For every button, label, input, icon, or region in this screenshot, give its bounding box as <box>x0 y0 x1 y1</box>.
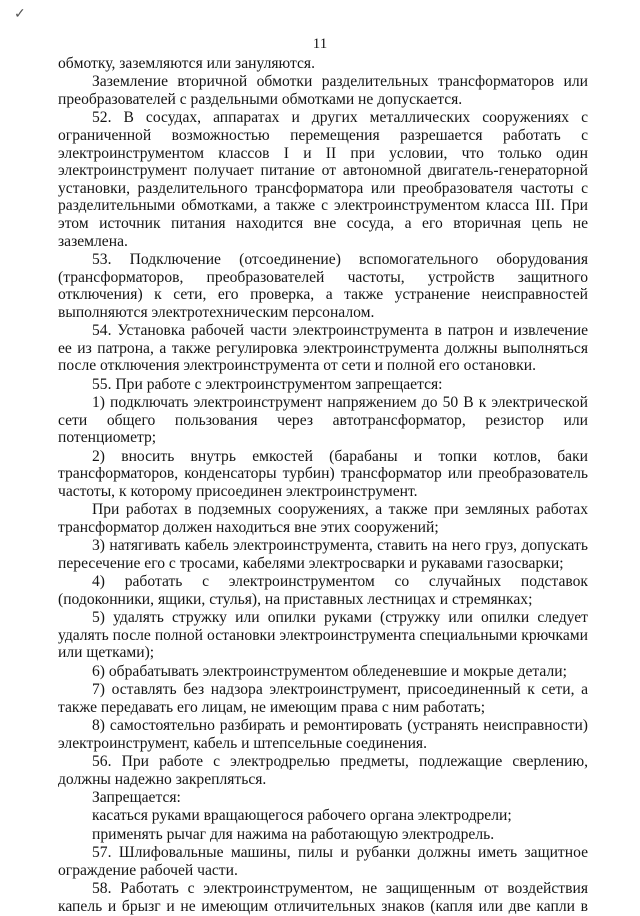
paragraph: При работах в подземных сооружениях, а также при земляных работах трансформатор должен находиться вне этих сооружений; <box>58 501 588 536</box>
page-number: 11 <box>312 36 328 52</box>
list-item: 5) удалять стружку или опилки руками (стружку или опилки следует удалять после полной остановки электроинструмента специальными крючками или щетками); <box>58 609 588 662</box>
list-item: 6) обрабатывать электроинструментом обледеневшие и мокрые детали; <box>92 662 567 680</box>
list-item: применять рычаг для нажима на работающую электродрель. <box>92 825 495 843</box>
paragraph: 53. Подключение (отсоединение) вспомогательного оборудования (трансформаторов, преобразователей частоты, устройств защитного отключения) к сети, его проверка, а также устранение неисправностей выполняются электротехническим персоналом. <box>58 250 588 321</box>
margin-check-mark: ✓ <box>14 7 26 22</box>
document-body <box>58 55 588 916</box>
paragraph: обмотку, заземляются или зануляются. <box>58 55 315 72</box>
list-item: 2) вносить внутрь емкостей (барабаны и топки котлов, баки трансформаторов, конденсаторы турбин) трансформатор или преобразователь частоты, к которому присоединен электроинструмент. <box>58 447 588 500</box>
list-item: 8) самостоятельно разбирать и ремонтировать (устранять неисправности) электроинструмент, кабель и штепсельные соединения. <box>58 717 588 752</box>
paragraph: Заземление вторичной обмотки разделительных трансформаторов или преобразователей с раздельными обмотками не допускается. <box>58 73 588 108</box>
paragraph: 54. Установка рабочей части электроинструмента в патрон и извлечение ее из патрона, а также регулировка электроинструмента должны выполняться после отключения электроинструмента от сети и полной его остановки. <box>58 322 588 375</box>
list-item: 1) подключать электроинструмент напряжением до 50 В к электрической сети общего пользования через автотрансформатор, резистор или потенциометр; <box>58 394 588 447</box>
paragraph: Запрещается: <box>92 789 181 807</box>
list-item: 3) натягивать кабель электроинструмента, ставить на него груз, допускать пересечение его с тросами, кабелями электросварки и рукавами газосварки; <box>58 537 588 572</box>
paragraph: 56. При работе с электродрелью предметы, подлежащие сверлению, должны надежно закрепляться. <box>58 753 588 788</box>
paragraph: 58. Работать с электроинструментом, не защищенным от воздействия капель и брызг и не имеющим отличительных знаков (капля или две капли в <box>58 880 588 915</box>
list-item: касаться руками вращающегося рабочего органа электродрели; <box>92 807 512 825</box>
paragraph: 55. При работе с электроинструментом запрещается: <box>92 375 443 393</box>
paragraph: 52. В сосудах, аппаратах и других металлических сооружениях с ограниченной возможностью перемещения разрешается работать с электроинструментом классов I и II при условии, что только один электроинструмент получает питание от автономной двигатель-генераторной установки, разделительного трансформатора или преобразователя частоты с разделительными обмотками, а также с электроинструментом класса III. При этом источник питания находится вне сосуда, а его вторичная цепь не заземлена. <box>58 109 588 250</box>
paragraph: 57. Шлифовальные машины, пилы и рубанки должны иметь защитное ограждение рабочей части. <box>58 844 588 879</box>
list-item: 4) работать с электроинструментом со случайных подставок (подоконники, ящики, стулья), на приставных лестницах и стремянках; <box>58 573 588 608</box>
list-item: 7) оставлять без надзора электроинструмент, присоединенный к сети, а также передавать его лицам, не имеющим права с ним работать; <box>58 681 588 716</box>
